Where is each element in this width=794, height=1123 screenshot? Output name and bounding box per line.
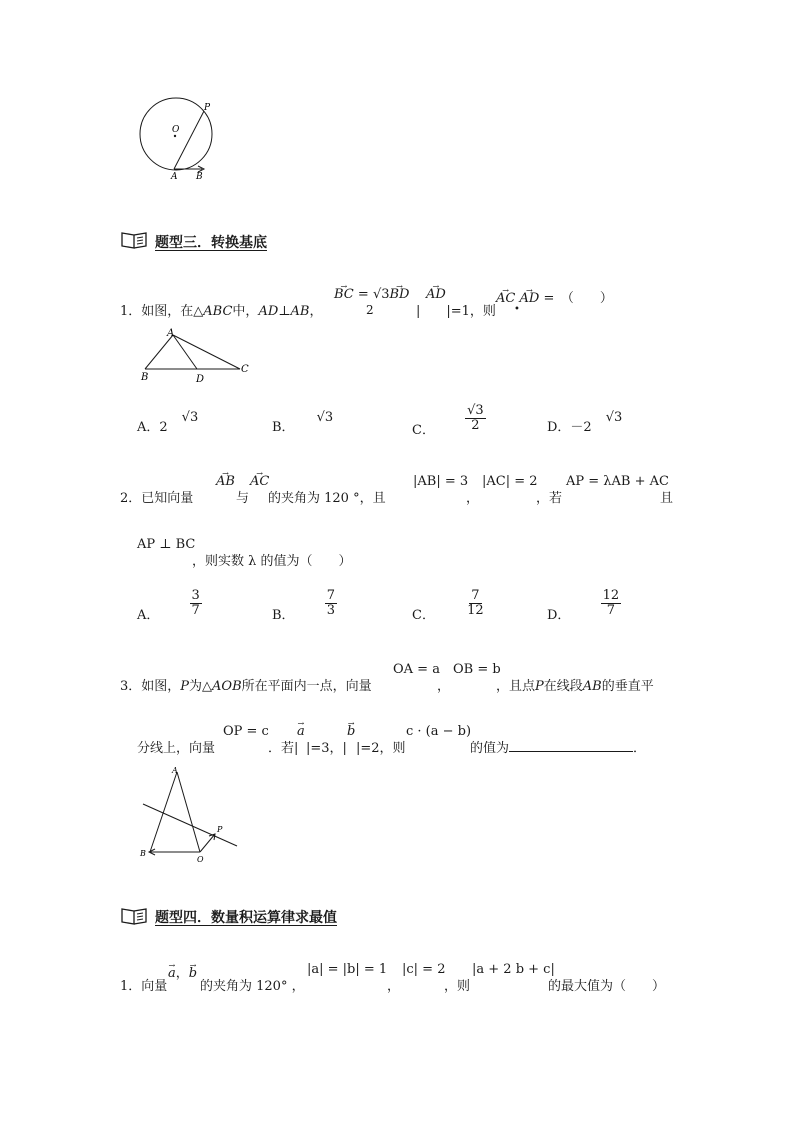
vec-ac: → AC <box>250 474 269 489</box>
frac-num: 7 <box>471 588 480 603</box>
q3-1-option-c[interactable] <box>412 403 486 438</box>
q3-3-line2-a: 分线上，向量 <box>137 741 216 756</box>
option-value: √3 <box>605 410 623 425</box>
q3-3-period: ． <box>633 741 647 756</box>
q3-2-line1 <box>120 487 193 506</box>
frac-den: 3 <box>326 602 335 618</box>
q3-2-text-a: 已知向量 <box>141 491 194 506</box>
option-letter: D． <box>547 607 571 623</box>
label-o: O <box>172 125 180 135</box>
vec-b: → b <box>189 966 197 981</box>
vec-ab: → AB <box>216 474 235 489</box>
q3-3-expr: c · (a − b) <box>406 724 472 739</box>
q3-1-subscript: 2 <box>366 303 374 317</box>
option-value: √3 <box>181 410 199 425</box>
q3-3-text-f: 的垂直平 <box>601 679 654 694</box>
q3-2-option-b[interactable] <box>272 588 337 623</box>
answer-blank[interactable] <box>509 739 633 752</box>
circle-figure <box>130 95 220 180</box>
label-b: B <box>196 172 203 180</box>
q3-3-text-d: ，且点 <box>496 679 536 694</box>
vec-b: → b <box>347 724 355 739</box>
q3-3-ob: OB = b <box>453 662 501 677</box>
q3-2-yu: 与 <box>236 491 250 506</box>
option-fraction <box>465 589 486 617</box>
vec-a: → a <box>297 724 305 739</box>
q3-2-ap-eq: AP = λAB + AC <box>566 474 669 489</box>
book-icon <box>120 906 150 926</box>
q3-1-dot: • <box>514 304 520 315</box>
q4-1-text-c: ，则 <box>444 979 471 994</box>
q3-1-ab: AB <box>290 304 310 319</box>
fig1-label-a: A <box>167 328 175 339</box>
q3-1-tail: = （ ） <box>543 291 613 306</box>
option-fraction <box>190 589 202 617</box>
q3-2-ap-perp-bc: AP ⊥ BC <box>137 537 196 552</box>
vec-bd: → BD <box>390 287 410 302</box>
q3-1-text-a: 如图，在△ <box>141 304 204 319</box>
q3-1-option-a[interactable] <box>137 410 199 435</box>
fig1-label-d: D <box>196 374 205 385</box>
fig3-label-a: A <box>172 766 178 775</box>
q4-1-text-a: 向量 <box>141 979 168 994</box>
section-three-title: 题型三．转换基底 <box>155 235 267 251</box>
vec-ac: → AC <box>496 291 515 306</box>
option-letter: C． <box>412 607 435 623</box>
fig1-label-b: B <box>141 372 149 383</box>
q3-1-ad: AD <box>258 304 279 319</box>
q3-2-abs-ab: |AB| = 3 <box>413 474 469 489</box>
q3-1-number: 1． <box>120 304 142 319</box>
fig3-label-p: P <box>217 825 223 834</box>
q3-1-abs: | |=1，则 <box>416 304 496 319</box>
option-fraction <box>465 404 486 432</box>
q3-1-text-b: 中， <box>232 304 259 319</box>
q3-1-abc: ABC <box>203 304 233 319</box>
q3-3-text-e: 在线段 <box>543 679 583 694</box>
option-value: √3 <box>316 410 334 425</box>
option-letter: D．－2 <box>547 420 592 435</box>
q3-1-perp: ⊥ <box>278 304 291 319</box>
frac-num: √3 <box>467 403 484 418</box>
fig3-label-b: B <box>140 849 146 858</box>
q3-3-b-vec <box>347 724 355 739</box>
triangle-abc-figure <box>135 325 255 385</box>
q3-3-line2-b: ．若| <box>268 741 299 756</box>
q4-1-abs-c: |c| = 2 <box>402 962 446 977</box>
fig1-label-c: C <box>241 364 249 375</box>
q4-1-vectors <box>168 962 197 981</box>
frac-num: 3 <box>191 588 200 603</box>
frac-num: 12 <box>602 588 620 603</box>
q3-2-abs-ac: |AC| = 2 <box>482 474 538 489</box>
q3-1-option-b[interactable] <box>272 410 334 435</box>
q3-3-line2-c: |=3，| <box>306 741 347 756</box>
q3-3-text-b: 为△ <box>189 679 213 694</box>
q3-2-vec-ab <box>216 474 235 489</box>
q3-3-comma: ， <box>437 679 451 694</box>
q3-3-aob: AOB <box>212 679 242 694</box>
q3-2-vec-ac <box>250 474 269 489</box>
q3-3-line2-e <box>470 737 646 756</box>
q3-2-number: 2． <box>120 491 142 506</box>
q3-2-line2: ，则实数 λ 的值为（ ） <box>192 554 352 569</box>
option-letter: A．2 <box>137 420 168 435</box>
q3-3-p2: P <box>535 679 544 694</box>
vec-bc: → BC <box>334 287 354 302</box>
label-p: P <box>204 103 211 113</box>
q3-3-number: 3． <box>120 679 142 694</box>
q4-1-sep: ， <box>175 966 189 981</box>
option-letter: C． <box>412 422 435 438</box>
fig3-label-o: O <box>197 855 204 864</box>
triangle-aob-figure <box>135 762 245 867</box>
book-icon <box>120 230 150 250</box>
q3-2-text-b: 的夹角为 120 °，且 <box>268 491 386 506</box>
q3-1-bc-eq <box>334 287 409 302</box>
section-four-title: 题型四．数量积运算律求最值 <box>155 910 337 926</box>
q3-2-comma: ， <box>466 491 480 506</box>
vec-ad: → AD <box>426 287 446 302</box>
option-fraction <box>325 589 337 617</box>
q3-1-comma: ， <box>309 304 323 319</box>
option-letter: B． <box>272 607 295 623</box>
q3-1-option-d[interactable] <box>547 410 623 435</box>
vec-a: → a <box>168 966 176 981</box>
q4-1-abs-ab: |a| = |b| = 1 <box>307 962 388 977</box>
q3-1-line <box>120 300 322 319</box>
q4-1-comma: ， <box>387 979 401 994</box>
q4-1-text-b: 的夹角为 120° ， <box>200 979 305 994</box>
frac-num: 7 <box>326 588 335 603</box>
q3-3-p: P <box>180 679 190 694</box>
q3-3-text-c: 所在平面内一点，向量 <box>241 679 372 694</box>
q3-2-option-d[interactable] <box>547 588 621 623</box>
option-letter: B． <box>272 420 295 435</box>
frac-den: 12 <box>467 602 484 618</box>
q3-3-line1-tail <box>496 675 654 694</box>
eq-sign: = <box>357 287 369 302</box>
frac-den: 7 <box>191 602 200 618</box>
q3-3-ab: AB <box>582 679 602 694</box>
frac-den: 7 <box>606 602 615 618</box>
q3-3-text-a: 如图， <box>141 679 181 694</box>
q3-2-option-c[interactable] <box>412 588 486 623</box>
q4-1-line-start <box>120 975 167 994</box>
q3-3-line1 <box>120 675 372 694</box>
frac-den: 2 <box>471 417 480 433</box>
vec-ad-2: → AD <box>519 291 539 306</box>
q3-3-value-label: 的值为 <box>470 741 510 756</box>
q4-1-number: 1． <box>120 979 142 994</box>
q4-1-expr: |a + 2 b + c| <box>472 962 555 977</box>
q3-3-line2-d: |=2，则 <box>356 741 406 756</box>
q3-3-a-vec <box>297 724 305 739</box>
q3-3-oa: OA = a <box>393 662 440 677</box>
option-fraction <box>601 589 622 617</box>
q4-1-text-d: 的最大值为（ ） <box>548 979 666 994</box>
q3-2-ruo: ，若 <box>536 491 563 506</box>
q3-3-op: OP = c <box>223 724 269 739</box>
option-letter: A． <box>137 607 160 623</box>
sqrt3: √3 <box>372 287 390 302</box>
q3-2-qie: 且 <box>660 491 674 506</box>
label-a: A <box>171 172 178 180</box>
q3-2-option-a[interactable] <box>137 588 202 623</box>
